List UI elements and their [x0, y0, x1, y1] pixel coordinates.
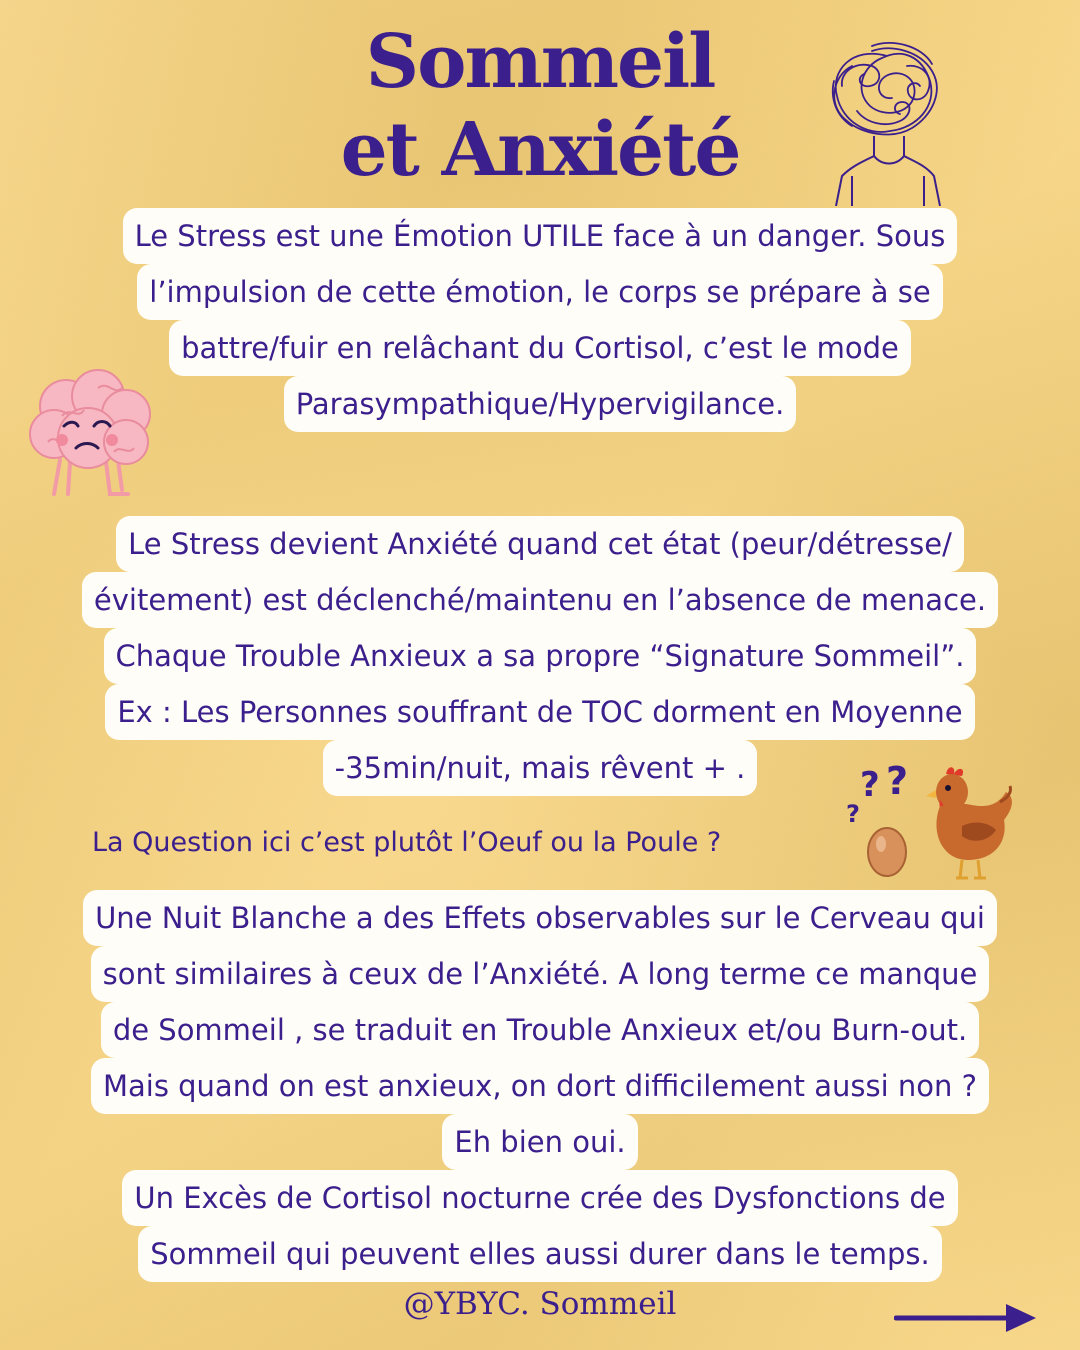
text-line: Le Stress devient Anxiété quand cet état (peur/détresse/ [116, 516, 964, 572]
paragraph-sleepless-night [0, 890, 1080, 1282]
text-line: Sommeil qui peuvent elles aussi durer dans le temps. [138, 1226, 942, 1282]
text-line: -35min/nuit, mais rêvent + . [323, 740, 758, 796]
svg-text:?: ? [860, 765, 880, 805]
next-arrow-icon[interactable] [894, 1298, 1040, 1338]
text-line: sont similaires à ceux de l’Anxiété. A long terme ce manque [91, 946, 990, 1002]
text-line: Eh bien oui. [442, 1114, 637, 1170]
question-text: La Question ici c’est plutôt l’Oeuf ou la Poule ? [92, 827, 722, 858]
text-line: Parasympathique/Hypervigilance. [284, 376, 797, 432]
text-line: évitement) est déclenché/maintenu en l’absence de menace. [82, 572, 998, 628]
text-line: Mais quand on est anxieux, on dort difficilement aussi non ? [91, 1058, 989, 1114]
paragraph-anxiety [0, 516, 1080, 796]
text-line: l’impulsion de cette émotion, le corps se prépare à se [137, 264, 942, 320]
text-line: Le Stress est une Émotion UTILE face à un danger. Sous [123, 208, 958, 264]
anxious-person-icon [812, 36, 962, 206]
author-handle: @YBYC. Sommeil [403, 1286, 677, 1322]
text-line: Ex : Les Personnes souffrant de TOC dorment en Moyenne [105, 684, 974, 740]
svg-text:?: ? [886, 760, 909, 803]
text-line: battre/fuir en relâchant du Cortisol, c’est le mode [169, 320, 911, 376]
title-line-1: Sommeil [365, 19, 715, 105]
text-line: Un Excès de Cortisol nocturne crée des Dysfonctions de [122, 1170, 957, 1226]
egg-icon [862, 820, 912, 878]
text-line: de Sommeil , se traduit en Trouble Anxieux et/ou Burn-out. [101, 1002, 979, 1058]
title-line-2: et Anxiété [340, 107, 740, 193]
text-line: Une Nuit Blanche a des Effets observables sur le Cerveau qui [83, 890, 997, 946]
text-line: Chaque Trouble Anxieux a sa propre “Signature Sommeil”. [104, 628, 977, 684]
svg-text:?: ? [846, 800, 860, 828]
paragraph-stress [0, 208, 1080, 432]
